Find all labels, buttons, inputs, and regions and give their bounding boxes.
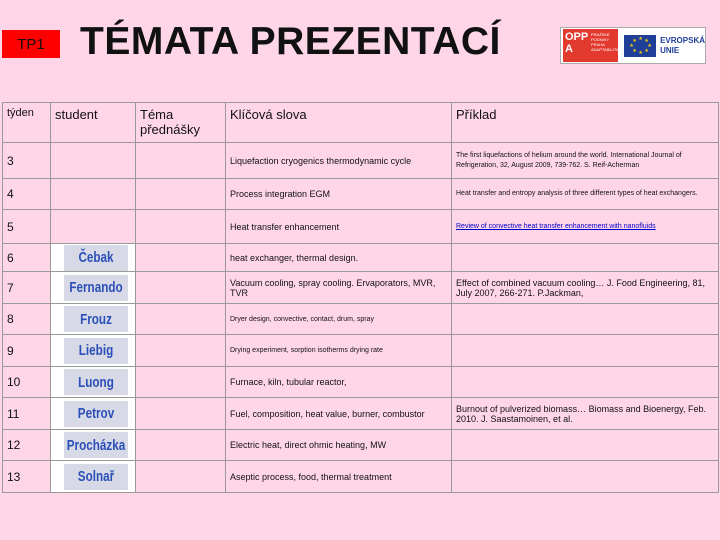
topics-table [2,102,719,493]
student-name: Liebig [64,338,128,364]
student-cell [51,304,136,335]
table-row [3,335,719,367]
eu-flag-icon: ★ ★ ★ ★ ★ ★ ★ ★ [624,35,656,57]
example-link[interactable]: Review of convective heat transfer enhancement with nanofluids [452,210,719,244]
header-tema: Téma přednášky [136,103,226,143]
student-cell [51,143,136,179]
week-cell: 10 [3,367,51,398]
student-cell [51,210,136,244]
opp-logo-text: OPP A [565,31,589,55]
example-cell [452,304,719,335]
keywords-cell: Liquefaction cryogenics thermodynamic cycle [226,143,452,179]
header-keywords: Klíčová slova [226,103,452,143]
tema-cell [136,461,226,493]
keywords-cell: Aseptic process, food, thermal treatment [226,461,452,493]
keywords-cell: Electric heat, direct ohmic heating, MW [226,430,452,461]
tema-cell [136,430,226,461]
header-example: Příklad [452,103,719,143]
keywords-cell: heat exchanger, thermal design. [226,244,452,272]
example-cell [452,461,719,493]
student-cell [51,272,136,304]
table-row [3,367,719,398]
opp-logo-small-text: PRAŽSKÉ PODNIKY PRAHA ADAPTABILITA [591,32,619,52]
table-row [3,143,719,179]
student-name: Luong [64,369,128,395]
student-cell [51,179,136,210]
example-cell [452,244,719,272]
student-cell [51,367,136,398]
tema-cell [136,398,226,430]
week-cell: 13 [3,461,51,493]
tema-cell [136,210,226,244]
student-cell [51,461,136,493]
table-row [3,244,719,272]
week-cell: 6 [3,244,51,272]
table-row [3,272,719,304]
week-cell: 9 [3,335,51,367]
table-row [3,304,719,335]
example-cell: The first liquefactions of helium around the world. International Journal of Refrigeration, 32, August 2009, 739-762. S. Reif-Acherman [452,143,719,179]
keywords-cell: Drying experiment, sorption isotherms drying rate [226,335,452,367]
table-row [3,430,719,461]
student-cell [51,398,136,430]
example-cell [452,430,719,461]
keywords-cell: Heat transfer enhancement [226,210,452,244]
student-name: Petrov [64,401,128,427]
eu-logo-text: EVROPSKÁ UNIE [660,35,705,55]
example-cell: Burnout of pulverized biomass… Biomass and Bioenergy, Feb. 2010. J. Saastamoinen, et al. [452,398,719,430]
keywords-cell: Furnace, kiln, tubular reactor, [226,367,452,398]
tema-cell [136,272,226,304]
header-week: týden [3,103,51,143]
student-name: Fernando [64,275,128,301]
student-cell [51,335,136,367]
tema-cell [136,143,226,179]
table-row [3,179,719,210]
page-title: TÉMATA PREZENTACÍ [80,20,501,63]
tp1-badge: TP1 [2,30,60,58]
opp-eu-logo [560,27,706,64]
table-header-row [3,103,719,143]
example-cell [452,335,719,367]
student-name: Čebak [64,245,128,271]
student-name: Procházka [64,432,128,458]
tema-cell [136,244,226,272]
example-cell: Heat transfer and entropy analysis of three different types of heat exchangers. [452,179,719,210]
table-row [3,398,719,430]
table-row [3,461,719,493]
student-cell [51,430,136,461]
week-cell: 11 [3,398,51,430]
header-student: student [51,103,136,143]
week-cell: 7 [3,272,51,304]
keywords-cell: Dryer design, convective, contact, drum, spray [226,304,452,335]
opp-logo [563,29,618,62]
tema-cell [136,304,226,335]
example-cell: Effect of combined vacuum cooling… J. Food Engineering, 81, July 2007, 266-271. P.Jackman, [452,272,719,304]
week-cell: 3 [3,143,51,179]
example-cell [452,367,719,398]
table-row [3,210,719,244]
student-name: Frouz [64,306,128,332]
student-name: Solnař [64,464,128,490]
student-cell [51,244,136,272]
tema-cell [136,367,226,398]
week-cell: 4 [3,179,51,210]
tema-cell [136,335,226,367]
keywords-cell: Vacuum cooling, spray cooling. Ervaporators, MVR, TVR [226,272,452,304]
keywords-cell: Process integration EGM [226,179,452,210]
tema-cell [136,179,226,210]
week-cell: 5 [3,210,51,244]
week-cell: 8 [3,304,51,335]
week-cell: 12 [3,430,51,461]
keywords-cell: Fuel, composition, heat value, burner, combustor [226,398,452,430]
